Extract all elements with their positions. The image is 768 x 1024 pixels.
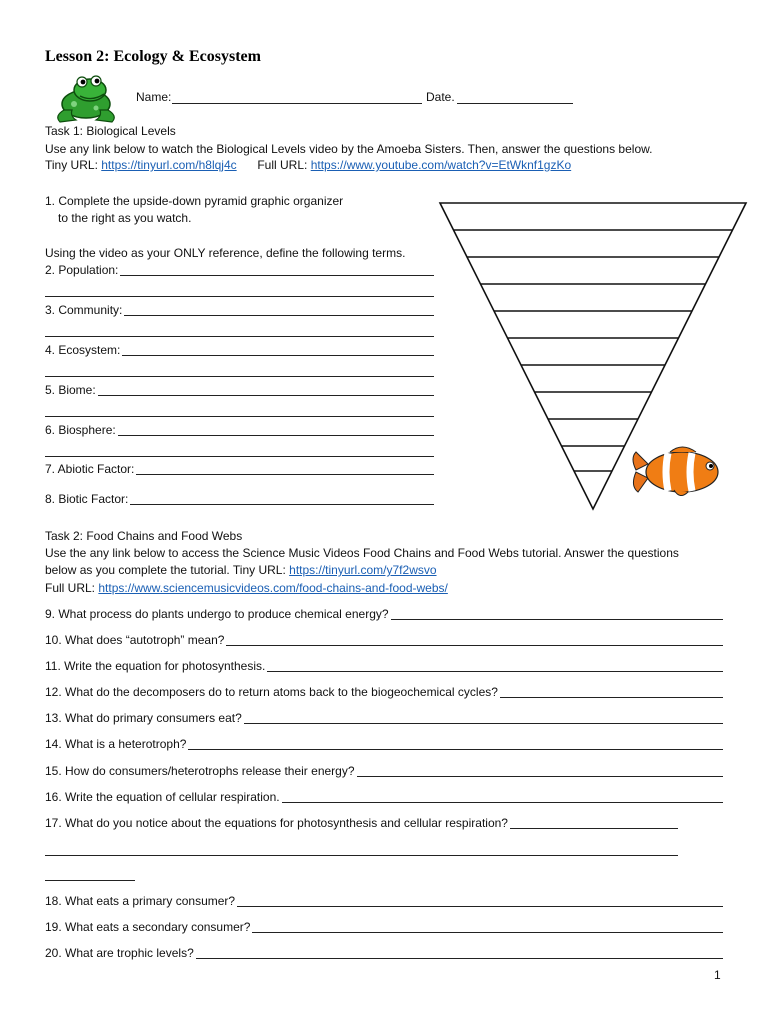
question-19[interactable] bbox=[45, 920, 723, 935]
question-17[interactable] bbox=[45, 816, 678, 831]
term-biosphere[interactable] bbox=[45, 423, 434, 438]
answer-line-extra[interactable] bbox=[45, 456, 434, 457]
question-9[interactable] bbox=[45, 607, 723, 622]
answer-line[interactable] bbox=[237, 906, 723, 907]
clownfish-illustration bbox=[630, 440, 728, 502]
full-url-label: Full URL: bbox=[257, 158, 308, 172]
question-14[interactable] bbox=[45, 737, 723, 752]
answer-line-extra[interactable] bbox=[45, 376, 434, 377]
question-text: 15. How do consumers/heterotrophs release their energy? bbox=[45, 764, 355, 778]
question-text: 17. What do you notice about the equations for photosynthesis and cellular respiration? bbox=[45, 816, 508, 830]
question-text: 20. What are trophic levels? bbox=[45, 946, 194, 960]
task2-full-url bbox=[45, 581, 448, 596]
answer-line-extra[interactable] bbox=[45, 336, 434, 337]
task1-urls bbox=[45, 158, 571, 173]
answer-line[interactable] bbox=[188, 749, 723, 750]
question-13[interactable] bbox=[45, 711, 723, 726]
answer-line[interactable] bbox=[357, 776, 723, 777]
term-label: 4. Ecosystem: bbox=[45, 343, 121, 357]
page-number: 1 bbox=[714, 968, 721, 982]
date-field[interactable] bbox=[457, 103, 573, 104]
answer-line[interactable] bbox=[226, 645, 723, 646]
answer-line[interactable] bbox=[244, 723, 723, 724]
page-title: Lesson 2: Ecology & Ecosystem bbox=[45, 48, 261, 65]
task2-instructions: Use the any link below to access the Science Music Videos Food Chains and Food Webs tutorial. Answer the questions bbox=[45, 546, 679, 560]
answer-line[interactable] bbox=[282, 802, 723, 803]
tiny-url-label: Tiny URL: bbox=[45, 158, 98, 172]
answer-line[interactable] bbox=[252, 932, 723, 933]
question-text: 10. What does “autotroph” mean? bbox=[45, 633, 225, 647]
term-label: 5. Biome: bbox=[45, 383, 96, 397]
term-label: 2. Population: bbox=[45, 263, 119, 277]
answer-line-17c[interactable] bbox=[45, 880, 135, 881]
answer-line[interactable] bbox=[122, 355, 434, 356]
question-text: 12. What do the decomposers do to return atoms back to the biogeochemical cycles? bbox=[45, 685, 498, 699]
question-text: 13. What do primary consumers eat? bbox=[45, 711, 242, 725]
question-16[interactable] bbox=[45, 790, 723, 805]
task2-full-url-label: Full URL: bbox=[45, 581, 96, 595]
answer-line[interactable] bbox=[267, 671, 723, 672]
task2-heading: Task 2: Food Chains and Food Webs bbox=[45, 529, 243, 543]
question-18[interactable] bbox=[45, 894, 723, 909]
question-text: 9. What process do plants undergo to produce chemical energy? bbox=[45, 607, 389, 621]
full-url-link[interactable]: https://www.youtube.com/watch?v=EtWknf1gzKo bbox=[310, 158, 572, 172]
q1-text: 1. Complete the upside-down pyramid graphic organizer bbox=[45, 194, 344, 208]
answer-line[interactable] bbox=[130, 504, 434, 505]
question-text: 18. What eats a primary consumer? bbox=[45, 894, 236, 908]
answer-line[interactable] bbox=[500, 697, 723, 698]
task2-instructions-text: below as you complete the tutorial. Tiny URL: bbox=[45, 563, 286, 577]
term-biome[interactable] bbox=[45, 383, 434, 398]
answer-line[interactable] bbox=[510, 828, 678, 829]
question-11[interactable] bbox=[45, 659, 723, 674]
question-text: 19. What eats a secondary consumer? bbox=[45, 920, 251, 934]
date-label: Date. bbox=[426, 90, 455, 104]
answer-line[interactable] bbox=[98, 395, 434, 396]
task2-tiny-url-link[interactable]: https://tinyurl.com/y7f2wsvo bbox=[289, 563, 437, 577]
task1-instructions: Use any link below to watch the Biological Levels video by the Amoeba Sisters. Then, answer the questions below. bbox=[45, 142, 653, 156]
frog-illustration bbox=[50, 70, 122, 126]
term-population[interactable] bbox=[45, 263, 434, 278]
question-text: 11. Write the equation for photosynthesis. bbox=[45, 659, 266, 673]
name-label: Name: bbox=[136, 90, 172, 104]
answer-line[interactable] bbox=[124, 315, 434, 316]
answer-line[interactable] bbox=[196, 958, 723, 959]
term-label: 7. Abiotic Factor: bbox=[45, 462, 135, 476]
answer-line-extra[interactable] bbox=[45, 296, 434, 297]
answer-line[interactable] bbox=[136, 474, 434, 475]
term-ecosystem[interactable] bbox=[45, 343, 434, 358]
question-text: 16. Write the equation of cellular respiration. bbox=[45, 790, 280, 804]
answer-line[interactable] bbox=[391, 619, 723, 620]
answer-line[interactable] bbox=[120, 275, 434, 276]
answer-line[interactable] bbox=[118, 435, 434, 436]
term-label: 3. Community: bbox=[45, 303, 123, 317]
question-15[interactable] bbox=[45, 764, 723, 779]
question-12[interactable] bbox=[45, 685, 723, 700]
term-biotic-factor[interactable] bbox=[45, 492, 434, 507]
term-community[interactable] bbox=[45, 303, 434, 318]
term-abiotic-factor[interactable] bbox=[45, 462, 434, 477]
term-label: 8. Biotic Factor: bbox=[45, 492, 129, 506]
question-20[interactable] bbox=[45, 946, 723, 961]
answer-line-extra[interactable] bbox=[45, 416, 434, 417]
define-intro: Using the video as your ONLY reference, define the following terms. bbox=[45, 246, 406, 260]
question-text: 14. What is a heterotroph? bbox=[45, 737, 187, 751]
q1-text-cont: to the right as you watch. bbox=[58, 211, 192, 225]
tiny-url-link[interactable]: https://tinyurl.com/h8lqj4c bbox=[101, 158, 237, 172]
task1-heading: Task 1: Biological Levels bbox=[45, 124, 176, 138]
name-field[interactable] bbox=[172, 103, 422, 104]
question-10[interactable] bbox=[45, 633, 723, 648]
task2-instructions-cont bbox=[45, 563, 437, 578]
answer-line-17b[interactable] bbox=[45, 855, 678, 856]
task2-full-url-link[interactable]: https://www.sciencemusicvideos.com/food-chains-and-food-webs/ bbox=[98, 581, 448, 595]
term-label: 6. Biosphere: bbox=[45, 423, 116, 437]
